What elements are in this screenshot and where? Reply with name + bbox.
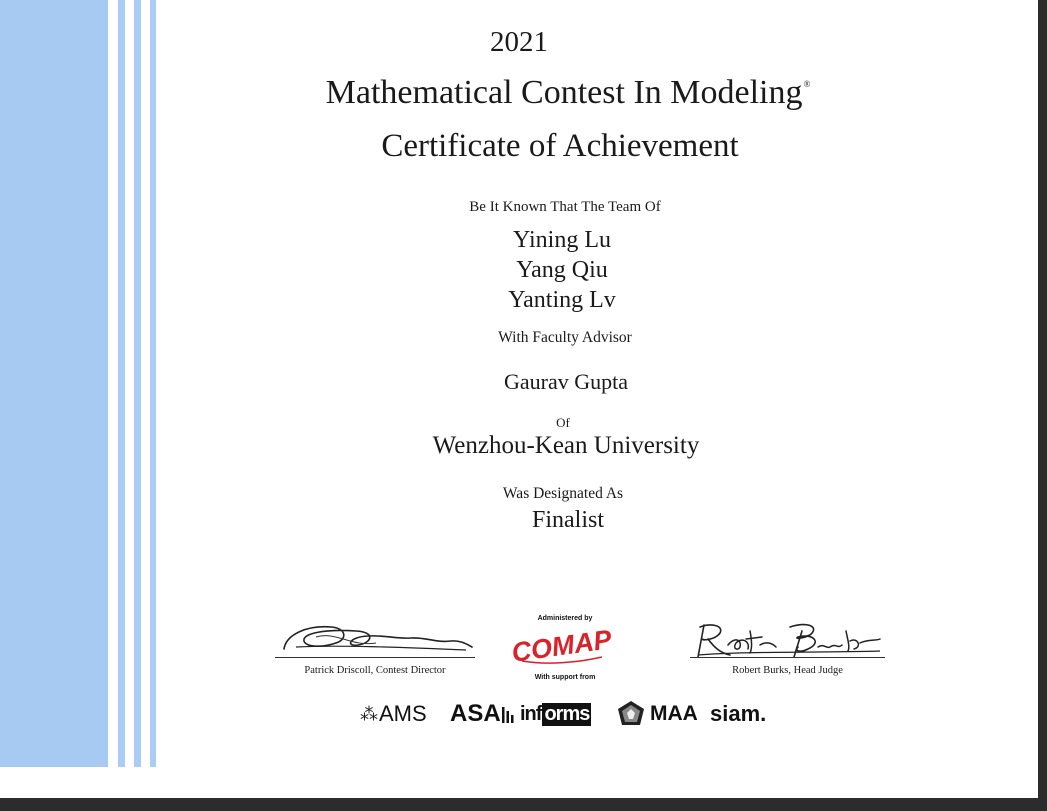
- support-label: With support from: [534, 674, 596, 681]
- signature-line-left: [275, 657, 475, 658]
- siam-logo-text: siam.: [710, 701, 767, 726]
- stripe-band-1: [118, 0, 125, 767]
- signature-line-right: [690, 657, 885, 658]
- head-judge-signature: [690, 617, 885, 661]
- team-member: Yang Qiu: [516, 257, 608, 283]
- sponsor-logos: [360, 696, 800, 732]
- institution-name: Wenzhou-Kean University: [432, 432, 700, 459]
- asa-logo: [450, 696, 515, 732]
- award-level: Finalist: [531, 507, 604, 533]
- registered-mark: ®: [803, 79, 811, 89]
- informs-logo-text-a: inf: [520, 702, 542, 725]
- team-member: Yanting Lv: [508, 287, 616, 313]
- comap-logo: [509, 621, 614, 669]
- head-judge-caption: Robert Burks, Head Judge: [732, 665, 843, 676]
- ams-burst-icon: ⁂: [360, 703, 378, 724]
- maa-logo-text: MAA: [650, 702, 698, 725]
- stripe-band-3: [150, 0, 156, 767]
- asa-bars-icon: [501, 703, 515, 725]
- team-intro: Be It Known That The Team Of: [469, 199, 661, 215]
- informs-logo: [520, 696, 591, 732]
- faculty-advisor: Gaurav Gupta: [503, 369, 628, 394]
- ams-logo-text: AMS: [379, 701, 427, 726]
- contest-director-signature: [276, 617, 476, 659]
- advisor-intro: With Faculty Advisor: [498, 329, 632, 346]
- administered-by-label: Administered by: [537, 615, 593, 622]
- stripe-band-2: [134, 0, 141, 767]
- certificate-subtitle: Certificate of Achievement: [381, 128, 739, 164]
- contest-director-caption: Patrick Driscoll, Contest Director: [304, 665, 446, 676]
- contest-title: [168, 74, 968, 112]
- of-label: Of: [556, 415, 570, 430]
- informs-logo-text-b: orms: [544, 702, 590, 725]
- maa-logo: [616, 696, 698, 732]
- ams-logo: [360, 696, 427, 732]
- stripe-band-wide: [0, 0, 108, 767]
- siam-logo: [710, 696, 766, 732]
- maa-polyhedron-icon: [616, 699, 646, 729]
- designated-label: Was Designated As: [502, 485, 624, 502]
- comap-logo-text: COMAP: [509, 624, 614, 668]
- team-member: Yining Lu: [512, 227, 611, 253]
- certificate-year: 2021: [490, 26, 548, 58]
- asa-logo-text: ASA: [450, 700, 501, 727]
- contest-title-text: Mathematical Contest In Modeling: [325, 74, 803, 111]
